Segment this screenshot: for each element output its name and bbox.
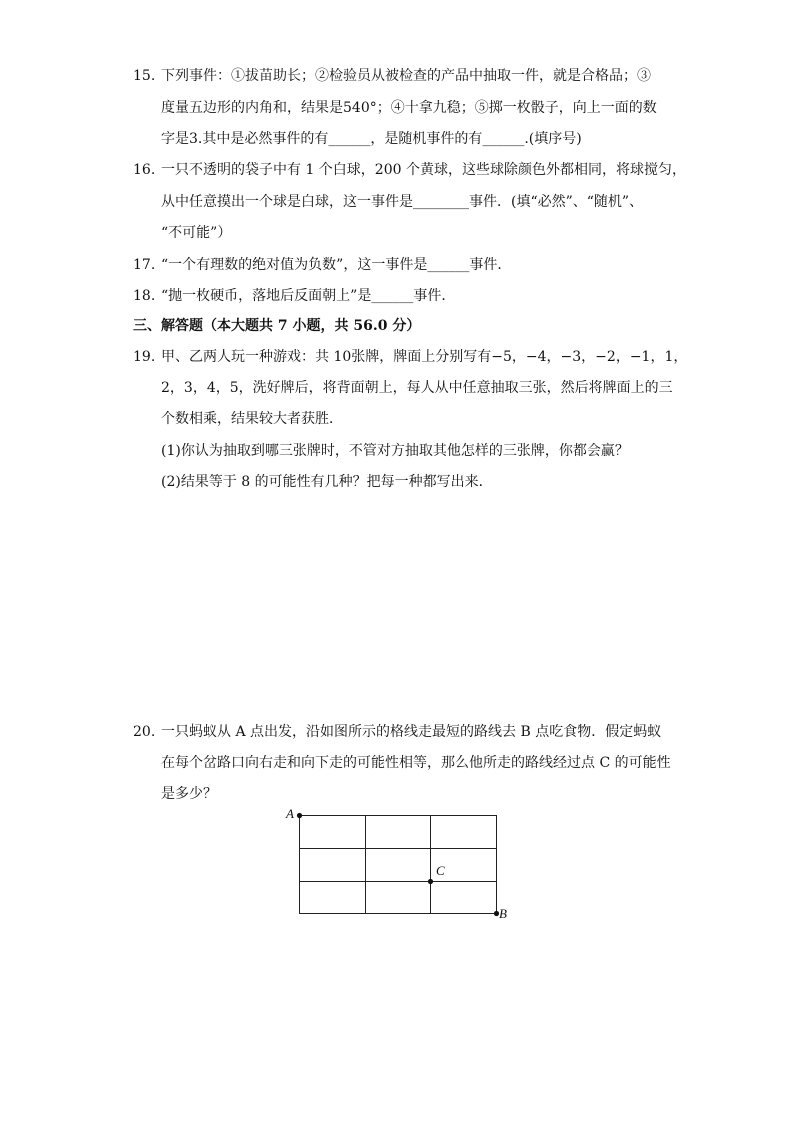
label-a: A	[286, 806, 294, 821]
question-number-18: 18.	[133, 288, 156, 304]
grid-figure	[280, 800, 520, 930]
question-number-15: 15.	[133, 68, 156, 84]
label-b: B	[499, 906, 507, 921]
question-19-line-3: 个数相乘，结果较大者获胜．	[161, 411, 343, 427]
question-15-line-2: 度量五边形的内角和，结果是540°；④十拿九稳；⑤掷一枚骰子，向上一面的数	[161, 100, 657, 116]
question-16-line-3: “不可能”）	[161, 225, 232, 241]
grid-outline	[300, 816, 497, 914]
question-number-17: 17.	[133, 257, 156, 273]
point-a	[297, 813, 302, 818]
question-number-16: 16.	[133, 162, 156, 178]
point-c	[428, 879, 433, 884]
question-16-line-2: 从中任意摸出一个球是白球，这一事件是________事件．(填“必然”、“随机”、	[161, 194, 644, 210]
question-19-line-2: 2，3，4，5，洗好牌后，将背面朝上，每人从中任意抽取三张，然后将牌面上的三	[161, 380, 673, 396]
question-16-line-1: 一只不透明的袋子中有 1 个白球，200 个黄球，这些球除颜色外都相同，将球搅匀，	[161, 162, 686, 178]
question-18-line-1: “抛一枚硬币，落地后反面朝上”是______事件．	[161, 288, 456, 304]
question-number-20: 20.	[133, 724, 156, 740]
question-19-line-1: 甲、乙两人玩一种游戏：共 10张牌，牌面上分别写有−5，−4，−3，−2，−1，1，	[161, 349, 688, 365]
question-19-sub-1: (1)你认为抽取到哪三张牌时，不管对方抽取其他怎样的三张牌，你都会赢？	[161, 443, 629, 459]
question-15-line-1: 下列事件：①拔苗助长；②检验员从被检查的产品中抽取一件，就是合格品；③	[161, 68, 651, 84]
grid-svg	[280, 800, 520, 930]
question-19-sub-2: (2)结果等于 8 的可能性有几种？把每一种都写出来．	[161, 474, 493, 490]
question-15-line-3: 字是3.其中是必然事件的有______，是随机事件的有______.(填序号)	[161, 131, 582, 147]
question-20-line-3: 是多少？	[161, 786, 217, 802]
label-c: C	[436, 863, 445, 878]
question-20-line-1: 一只蚂蚁从 A 点出发，沿如图所示的格线走最短的路线去 B 点吃食物．假定蚂蚁	[161, 724, 662, 740]
question-number-19: 19.	[133, 349, 156, 365]
question-20-line-2: 在每个岔路口向右走和向下走的可能性相等，那么他所走的路线经过点 C 的可能性	[161, 755, 671, 771]
section-heading: 三、解答题（本大题共 7 小题，共 56.0 分）	[133, 318, 421, 334]
question-17-line-1: “一个有理数的绝对值为负数”，这一事件是______事件．	[161, 257, 512, 273]
